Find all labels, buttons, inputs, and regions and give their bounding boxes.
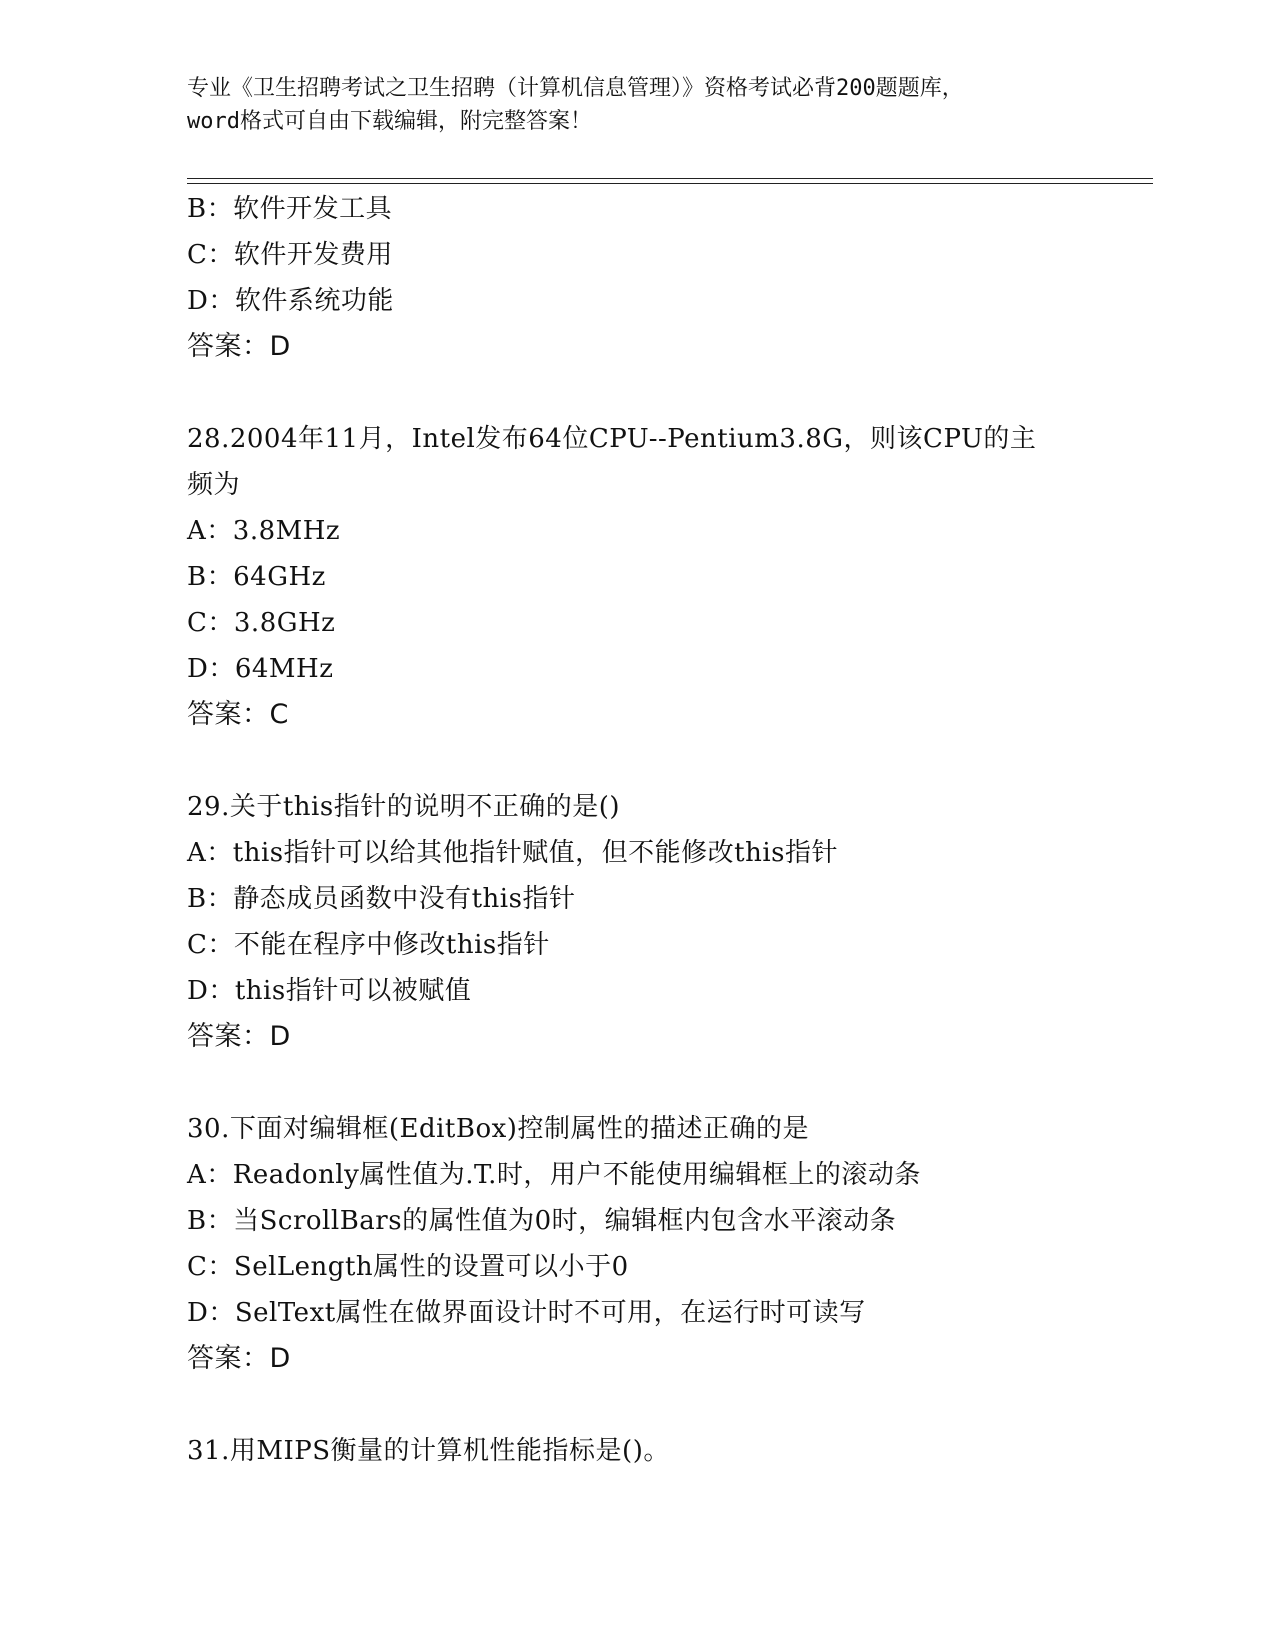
question-stem: 30.下面对编辑框(EditBox)控制属性的描述正确的是 — [187, 1114, 809, 1144]
question-28 — [187, 416, 1153, 738]
question-body — [187, 186, 1153, 1474]
question-31 — [187, 1428, 1153, 1474]
answer: 答案：D — [187, 331, 291, 362]
option-b: B：软件开发工具 — [187, 194, 393, 224]
option-c: C：不能在程序中修改this指针 — [187, 930, 550, 960]
question-stem-continued: 频为 — [187, 470, 241, 500]
document-header — [187, 72, 1087, 138]
question-29 — [187, 784, 1153, 1060]
option-c: C：3.8GHz — [187, 608, 336, 638]
question-stem: 29.关于this指针的说明不正确的是() — [187, 792, 620, 822]
option-d: D：软件系统功能 — [187, 286, 394, 316]
question-stem: 31.用MIPS衡量的计算机性能指标是()。 — [187, 1436, 670, 1466]
option-a: A：Readonly属性值为.T.时，用户不能使用编辑框上的滚动条 — [187, 1160, 921, 1190]
option-c: C：软件开发费用 — [187, 240, 393, 270]
option-d: D：this指针可以被赋值 — [187, 976, 472, 1006]
option-c: C：SelLength属性的设置可以小于0 — [187, 1252, 629, 1282]
header-line-2: word格式可自由下载编辑，附完整答案！ — [187, 109, 592, 134]
spacer — [187, 1060, 1153, 1106]
option-b: B：当ScrollBars的属性值为0时，编辑框内包含水平滚动条 — [187, 1206, 897, 1236]
spacer — [187, 370, 1153, 416]
spacer — [187, 738, 1153, 784]
option-d: D：SelText属性在做界面设计时不可用，在运行时可读写 — [187, 1298, 866, 1328]
option-b: B：静态成员函数中没有this指针 — [187, 884, 576, 914]
header-divider-bottom — [187, 183, 1153, 184]
answer: 答案：D — [187, 1021, 291, 1052]
option-b: B：64GHz — [187, 562, 326, 592]
header-line-1: 专业《卫生招聘考试之卫生招聘（计算机信息管理）》资格考试必背200题题库， — [187, 76, 964, 101]
option-a: A：this指针可以给其他指针赋值，但不能修改this指针 — [187, 838, 838, 868]
answer: 答案：D — [187, 1343, 291, 1374]
spacer — [187, 1382, 1153, 1428]
option-d: D：64MHz — [187, 654, 334, 684]
header-divider-top — [187, 178, 1153, 179]
answer: 答案：C — [187, 699, 289, 730]
question-27-tail — [187, 186, 1153, 370]
question-30 — [187, 1106, 1153, 1382]
option-a: A：3.8MHz — [187, 516, 341, 546]
question-stem: 28.2004年11月，Intel发布64位CPU--Pentium3.8G，则该CPU的主 — [187, 424, 1037, 454]
